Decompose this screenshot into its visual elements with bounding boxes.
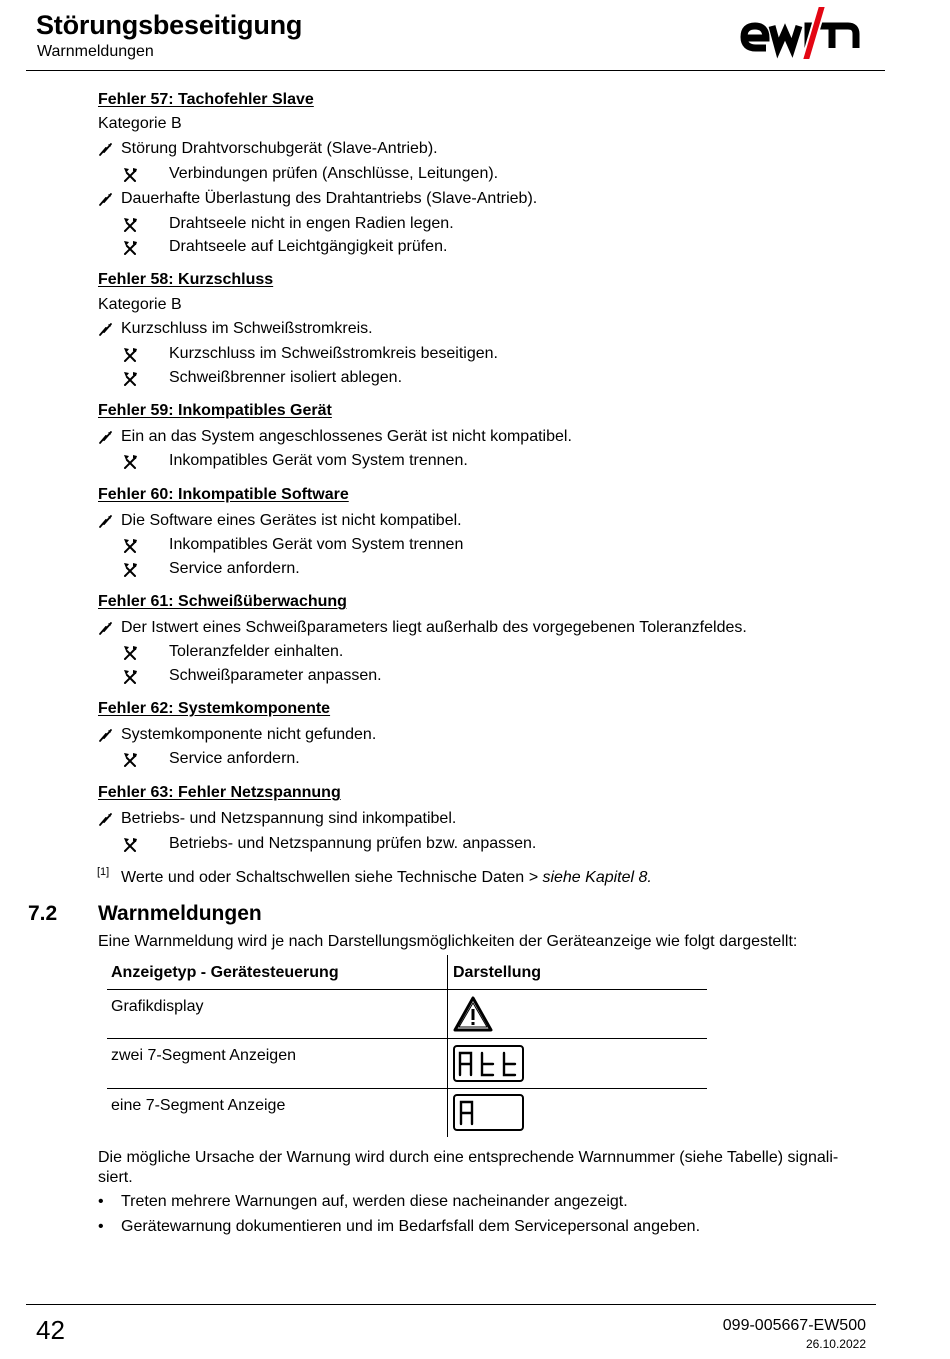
- cause-text: Der Istwert eines Schweißparameters liegt außerhalb des vorgegebenen Toleranzfeldes.: [121, 619, 747, 636]
- remedy-tools-icon: [122, 166, 138, 184]
- remedy-tools-icon: [122, 644, 138, 662]
- warning-paragraph: [98, 1148, 878, 1188]
- remedy-text: Service anfordern.: [169, 560, 300, 577]
- a-segment-display-icon: [453, 1094, 525, 1132]
- remedy-tools-icon: [122, 537, 138, 555]
- error-title: Fehler 58: Kurzschluss: [98, 271, 274, 288]
- section-intro: Eine Warnmeldung wird je nach Darstellungsmöglichkeiten der Geräteanzeige wie folgt dargestellt:: [98, 933, 798, 950]
- chapter-link[interactable]: > siehe Kapitel 8.: [528, 869, 652, 886]
- bullet-dot: •: [98, 1193, 104, 1210]
- bullet-dot: •: [98, 1218, 104, 1235]
- remedy-text: Schweißbrenner isoliert ablegen.: [169, 369, 403, 386]
- remedy-text: Betriebs- und Netzspannung prüfen bzw. anpassen.: [169, 835, 537, 852]
- footnote-mark: [1]: [97, 866, 110, 878]
- table-rule: [107, 989, 707, 990]
- cause-lightning-icon: [98, 140, 114, 158]
- footnote-text: Werte und oder Schaltschwellen siehe Technische Daten: [121, 869, 525, 886]
- error-title: Fehler 62: Systemkomponente: [98, 700, 331, 717]
- error-title: Fehler 59: Inkompatibles Gerät: [98, 402, 332, 419]
- cause-text: Störung Drahtvorschubgerät (Slave-Antrieb).: [121, 140, 438, 157]
- table-rule: [107, 1038, 707, 1039]
- remedy-tools-icon: [122, 346, 138, 364]
- remedy-tools-icon: [122, 836, 138, 854]
- remedy-text: Kurzschluss im Schweißstromkreis beseitigen.: [169, 345, 498, 362]
- att-segment-display-icon: [453, 1045, 525, 1083]
- error-title: Fehler 57: Tachofehler Slave: [98, 91, 314, 108]
- cause-lightning-icon: [98, 320, 114, 338]
- remedy-tools-icon: [122, 453, 138, 471]
- remedy-tools-icon: [122, 561, 138, 579]
- warning-triangle-icon: [452, 995, 494, 1033]
- remedy-text: Inkompatibles Gerät vom System trennen: [169, 536, 464, 553]
- cause-lightning-icon: [98, 619, 114, 637]
- remedy-text: Drahtseele auf Leichtgängigkeit prüfen.: [169, 238, 448, 255]
- cause-lightning-icon: [98, 726, 114, 744]
- cause-lightning-icon: [98, 810, 114, 828]
- remedy-text: Schweißparameter anpassen.: [169, 667, 382, 684]
- remedy-text: Verbindungen prüfen (Anschlüsse, Leitungen).: [169, 165, 499, 182]
- paragraph-line: Die mögliche Ursache der Warnung wird durch eine entsprechende Warnnummer (siehe Tabelle) signali-: [98, 1149, 839, 1166]
- cause-lightning-icon: [98, 512, 114, 530]
- table-divider: [447, 955, 448, 1137]
- error-category: Kategorie B: [98, 115, 182, 132]
- remedy-tools-icon: [122, 668, 138, 686]
- cause-text: Betriebs- und Netzspannung sind inkompatibel.: [121, 810, 457, 827]
- footer-rule: [26, 1304, 876, 1305]
- table-header-type: Anzeigetyp - Gerätesteuerung: [111, 964, 339, 981]
- section-number: 7.2: [28, 902, 58, 925]
- cause-text: Systemkomponente nicht gefunden.: [121, 726, 377, 743]
- remedy-text: Drahtseele nicht in engen Radien legen.: [169, 215, 454, 232]
- ewm-logo: [738, 4, 868, 62]
- error-title: Fehler 63: Fehler Netzspannung: [98, 784, 341, 801]
- remedy-tools-icon: [122, 370, 138, 388]
- error-title: Fehler 61: Schweißüberwachung: [98, 593, 347, 610]
- document-number: 099-005667-EW500: [722, 1317, 866, 1334]
- footnote: [121, 869, 652, 887]
- error-category: Kategorie B: [98, 296, 182, 313]
- remedy-tools-icon: [122, 216, 138, 234]
- document-date: 26.10.2022: [805, 1337, 866, 1351]
- table-cell-type: eine 7-Segment Anzeige: [111, 1097, 286, 1114]
- page-number: 42: [36, 1315, 65, 1345]
- cause-lightning-icon: [98, 190, 114, 208]
- table-cell-type: zwei 7-Segment Anzeigen: [111, 1047, 296, 1064]
- header-rule: [26, 70, 885, 71]
- cause-text: Kurzschluss im Schweißstromkreis.: [121, 320, 373, 337]
- remedy-tools-icon: [122, 751, 138, 769]
- page-title: Störungsbeseitigung: [36, 10, 303, 40]
- error-title: Fehler 60: Inkompatible Software: [98, 486, 349, 503]
- remedy-text: Toleranzfelder einhalten.: [169, 643, 344, 660]
- remedy-tools-icon: [122, 239, 138, 257]
- page-subtitle: Warnmeldungen: [37, 43, 154, 60]
- paragraph-line: siert.: [98, 1169, 133, 1186]
- cause-text: Ein an das System angeschlossenes Gerät ist nicht kompatibel.: [121, 428, 572, 445]
- cause-text: Die Software eines Gerätes ist nicht kompatibel.: [121, 512, 462, 529]
- cause-text: Dauerhafte Überlastung des Drahtantriebs (Slave-Antrieb).: [121, 190, 538, 207]
- remedy-text: Service anfordern.: [169, 750, 300, 767]
- table-rule: [107, 1088, 707, 1089]
- table-cell-type: Grafikdisplay: [111, 998, 204, 1015]
- section-title: Warnmeldungen: [98, 902, 262, 925]
- table-header-display: Darstellung: [453, 964, 542, 981]
- remedy-text: Inkompatibles Gerät vom System trennen.: [169, 452, 468, 469]
- cause-lightning-icon: [98, 428, 114, 446]
